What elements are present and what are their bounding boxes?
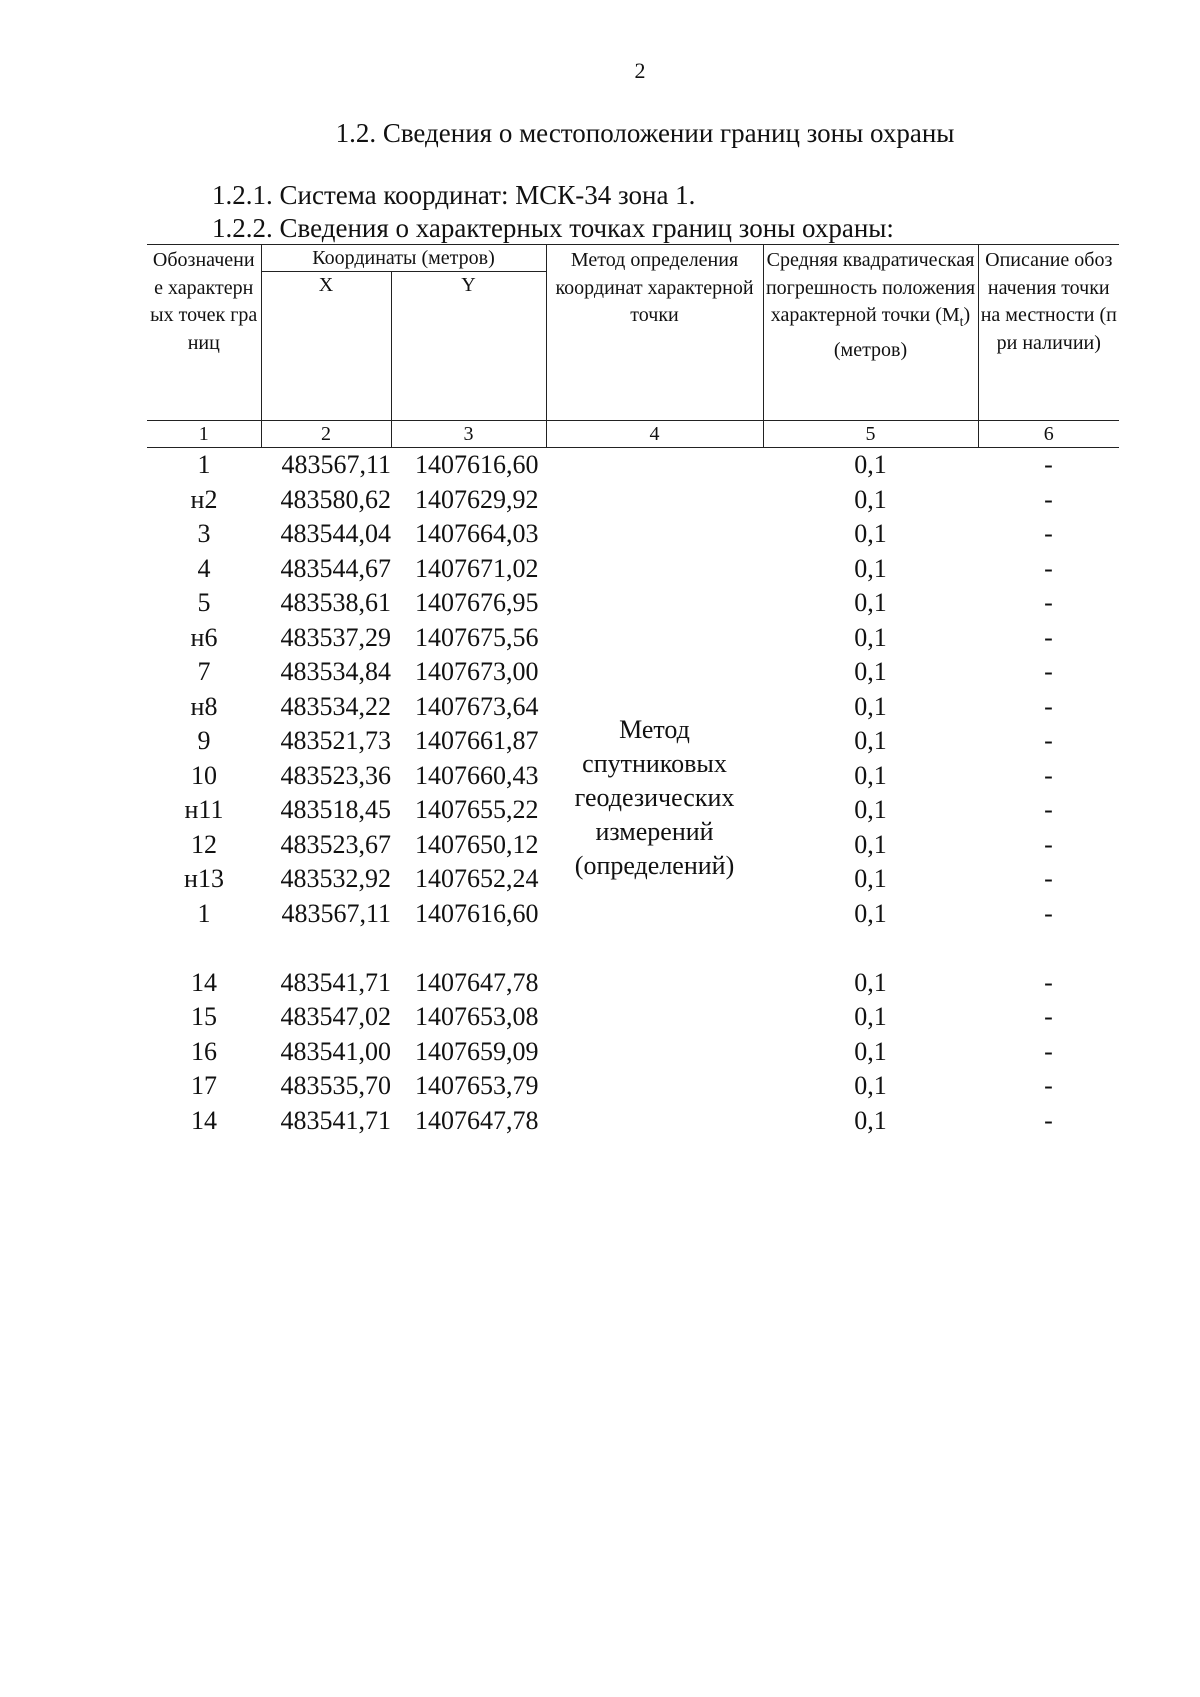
coord-x: 483523,36: [280, 760, 391, 790]
mean-error: 0,1: [854, 588, 887, 618]
coord-x: 483532,92: [280, 864, 391, 894]
coord-x: 483535,70: [280, 1071, 391, 1101]
description: -: [1044, 657, 1053, 687]
point-id: н8: [190, 691, 218, 721]
mean-error: 0,1: [854, 1071, 887, 1101]
header-mean-error-text: Средняя квадратическая погрешность положения характерной точки (M: [765, 249, 976, 326]
mean-error: 0,1: [854, 622, 887, 652]
description: -: [1044, 1105, 1053, 1135]
description: -: [1044, 898, 1053, 928]
description: -: [1044, 1071, 1053, 1101]
header-description: Описание обозначения точки на местности (при наличии): [978, 245, 1119, 421]
mean-error: 0,1: [854, 726, 887, 756]
coord-y: 1407616,60: [415, 898, 539, 928]
coord-x: 483580,62: [280, 484, 391, 514]
description: -: [1044, 519, 1053, 549]
description: -: [1044, 622, 1053, 652]
header-mean-error: [763, 245, 978, 421]
point-id: н13: [184, 864, 224, 894]
description: -: [1044, 726, 1053, 756]
point-id: 14: [191, 1105, 217, 1135]
section-title: 1.2. Сведения о местоположении границ зоны охраны: [335, 118, 955, 148]
coord-y: 1407655,22: [415, 795, 539, 825]
point-id: н2: [190, 484, 218, 514]
coord-x: 483544,67: [280, 553, 391, 583]
coord-y: 1407629,92: [415, 484, 539, 514]
coord-y: 1407652,24: [415, 864, 539, 894]
mean-error: 0,1: [854, 1105, 887, 1135]
point-id: 1: [197, 450, 211, 480]
coord-y: 1407673,64: [415, 691, 539, 721]
coord-x: 483567,11: [281, 898, 391, 928]
coord-x: 483537,29: [280, 622, 391, 652]
mean-error: 0,1: [854, 657, 887, 687]
description: -: [1044, 967, 1053, 997]
mean-error: 0,1: [854, 795, 887, 825]
empty-cell: [391, 931, 546, 966]
coord-x: 483544,04: [280, 519, 391, 549]
coord-y: 1407671,02: [415, 553, 539, 583]
coord-x: 483518,45: [280, 795, 391, 825]
coordinate-system-line: 1.2.1. Система координат: МСК-34 зона 1.: [212, 180, 696, 210]
point-id: 15: [191, 1002, 217, 1032]
point-id: 1: [197, 898, 211, 928]
coord-x: 483541,71: [280, 967, 391, 997]
point-id: 16: [191, 1036, 217, 1066]
mean-error: 0,1: [854, 450, 887, 480]
header-y: Y: [391, 272, 546, 421]
mean-error: 0,1: [854, 829, 887, 859]
description: -: [1044, 829, 1053, 859]
point-id: 3: [197, 519, 211, 549]
point-id: 4: [197, 553, 211, 583]
page-number: 2: [634, 58, 646, 83]
coord-x: 483538,61: [280, 588, 391, 618]
coord-y: 1407664,03: [415, 519, 539, 549]
mean-error: 0,1: [854, 1002, 887, 1032]
header-method: Метод определения координат характерной точки: [546, 245, 763, 421]
mean-error: 0,1: [854, 484, 887, 514]
coord-x: 483567,11: [281, 450, 391, 480]
description: -: [1044, 450, 1053, 480]
point-id: 5: [197, 588, 211, 618]
mean-error: 0,1: [854, 760, 887, 790]
coord-x: 483521,73: [280, 726, 391, 756]
coord-y: 1407675,56: [415, 622, 539, 652]
coord-y: 1407676,95: [415, 588, 539, 618]
description: -: [1044, 1036, 1053, 1066]
coord-x: 483547,02: [280, 1002, 391, 1032]
column-number: 4: [546, 421, 763, 448]
description: -: [1044, 484, 1053, 514]
description: -: [1044, 864, 1053, 894]
table-row: [147, 448, 1119, 483]
method-cell: Метод спутниковых геодезических измерений (определений): [574, 715, 735, 880]
description: -: [1044, 795, 1053, 825]
coord-y: 1407659,09: [415, 1036, 539, 1066]
point-id: н11: [184, 795, 224, 825]
coord-y: 1407647,78: [415, 1105, 539, 1135]
point-id: 12: [191, 829, 217, 859]
mean-error: 0,1: [854, 898, 887, 928]
description: -: [1044, 1002, 1053, 1032]
point-id: 14: [191, 967, 217, 997]
empty-cell: [147, 931, 261, 966]
coord-x: 483534,22: [280, 691, 391, 721]
coord-x: 483541,00: [280, 1036, 391, 1066]
header-mean-error-sub: t: [959, 315, 964, 330]
mean-error: 0,1: [854, 519, 887, 549]
description: -: [1044, 553, 1053, 583]
coord-y: 1407661,87: [415, 726, 539, 756]
point-id: н6: [190, 622, 218, 652]
coord-y: 1407653,79: [415, 1071, 539, 1101]
description: -: [1044, 760, 1053, 790]
mean-error: 0,1: [854, 864, 887, 894]
mean-error: 0,1: [854, 967, 887, 997]
point-id: 9: [197, 726, 211, 756]
coord-x: 483534,84: [280, 657, 391, 687]
header-x: X: [261, 272, 391, 421]
mean-error: 0,1: [854, 691, 887, 721]
column-number: 2: [261, 421, 391, 448]
column-number: 6: [978, 421, 1119, 448]
empty-cell: [261, 931, 391, 966]
empty-cell: [978, 931, 1119, 966]
coord-y: 1407673,00: [415, 657, 539, 687]
point-id: 17: [191, 1071, 217, 1101]
boundary-points-table: [147, 244, 1119, 1138]
description: -: [1044, 588, 1053, 618]
column-number: 1: [147, 421, 261, 448]
coord-y: 1407653,08: [415, 1002, 539, 1032]
empty-cell: [763, 931, 978, 966]
coord-y: 1407647,78: [415, 967, 539, 997]
coord-y: 1407616,60: [415, 450, 539, 480]
coord-x: 483523,67: [280, 829, 391, 859]
column-number: 3: [391, 421, 546, 448]
column-number: 5: [763, 421, 978, 448]
points-info-line: 1.2.2. Сведения о характерных точках границ зоны охраны:: [212, 213, 894, 243]
coord-y: 1407660,43: [415, 760, 539, 790]
header-mean-error-end: ) (метров): [833, 304, 971, 361]
header-point-designation: Обозначение характерных точек границ: [147, 245, 261, 421]
description: -: [1044, 691, 1053, 721]
coord-x: 483541,71: [280, 1105, 391, 1135]
header-coordinates: Координаты (метров): [261, 245, 546, 272]
mean-error: 0,1: [854, 553, 887, 583]
coord-y: 1407650,12: [415, 829, 539, 859]
mean-error: 0,1: [854, 1036, 887, 1066]
point-id: 10: [191, 760, 217, 790]
point-id: 7: [197, 657, 211, 687]
